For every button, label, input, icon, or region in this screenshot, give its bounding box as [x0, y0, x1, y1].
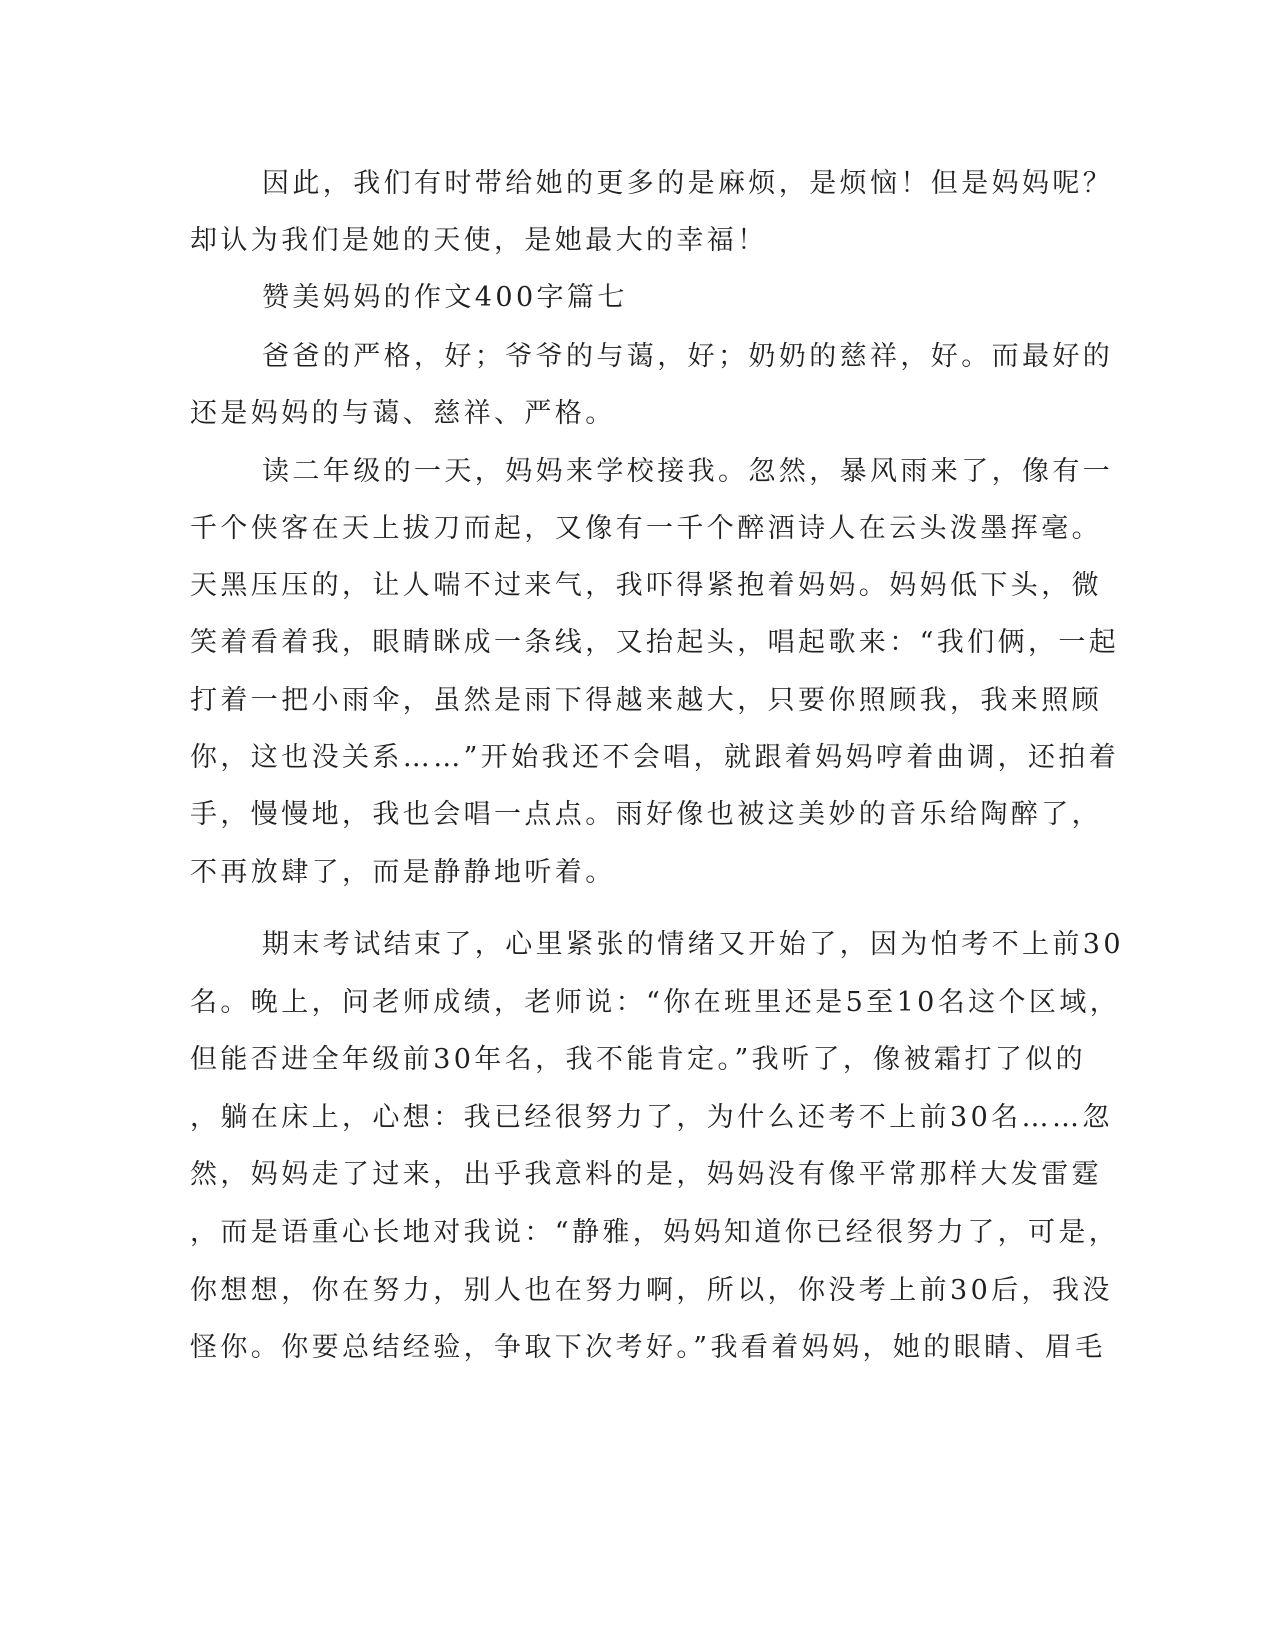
- paragraph-line: 千个侠客在天上拔刀而起，又像有一千个醉酒诗人在云头泼墨挥毫。: [190, 513, 1102, 544]
- section-heading: 赞美妈妈的作文400字篇七: [262, 282, 628, 313]
- paragraph-line: 因此，我们有时带给她的更多的是麻烦，是烦恼！但是妈妈呢？: [262, 168, 1114, 199]
- paragraph-line: 不再放肆了，而是静静地听着。: [190, 857, 616, 888]
- paragraph-line: 名。晚上，问老师成绩，老师说：“你在班里还是5至10名这个区域，: [190, 987, 1121, 1018]
- paragraph-line: 打着一把小雨伞，虽然是雨下得越来越大，只要你照顾我，我来照顾: [190, 685, 1102, 716]
- paragraph-line: 然，妈妈走了过来，出乎我意料的是，妈妈没有像平常那样大发雷霆: [190, 1159, 1102, 1190]
- paragraph-line: ，躺在床上，心想：我已经很努力了，为什么还考不上前30名……忽: [190, 1102, 1113, 1133]
- paragraph-line: 手，慢慢地，我也会唱一点点。雨好像也被这美妙的音乐给陶醉了，: [190, 799, 1102, 830]
- paragraph-line: ，而是语重心长地对我说：“静雅，妈妈知道你已经很努力了，可是，: [190, 1217, 1120, 1248]
- paragraph-line: 爸爸的严格，好；爷爷的与蔼，好；奶奶的慈祥，好。而最好的: [262, 341, 1114, 372]
- paragraph-line: 却认为我们是她的天使，是她最大的幸福！: [190, 225, 768, 256]
- paragraph-line: 期末考试结束了，心里紧张的情绪又开始了，因为怕考不上前30: [262, 929, 1124, 960]
- paragraph-line: 笑着看着我，眼睛眯成一条线，又抬起头，唱起歌来：“我们俩，一起: [190, 627, 1120, 658]
- paragraph-line: 还是妈妈的与蔼、慈祥、严格。: [190, 398, 616, 429]
- paragraph-line: 你，这也没关系……”开始我还不会唱，就跟着妈妈哼着曲调，还拍着: [190, 742, 1120, 773]
- paragraph-line: 但能否进全年级前30年名，我不能肯定。”我听了，像被霜打了似的: [190, 1044, 1087, 1075]
- paragraph-line: 怪你。你要总结经验，争取下次考好。”我看着妈妈，她的眼睛、眉毛: [190, 1332, 1106, 1363]
- paragraph-line: 读二年级的一天，妈妈来学校接我。忽然，暴风雨来了，像有一: [262, 456, 1114, 487]
- paragraph-line: 你想想，你在努力，别人也在努力啊，所以，你没考上前30后，我没: [190, 1275, 1113, 1306]
- paragraph-line: 天黑压压的，让人喘不过来气，我吓得紧抱着妈妈。妈妈低下头，微: [190, 570, 1102, 601]
